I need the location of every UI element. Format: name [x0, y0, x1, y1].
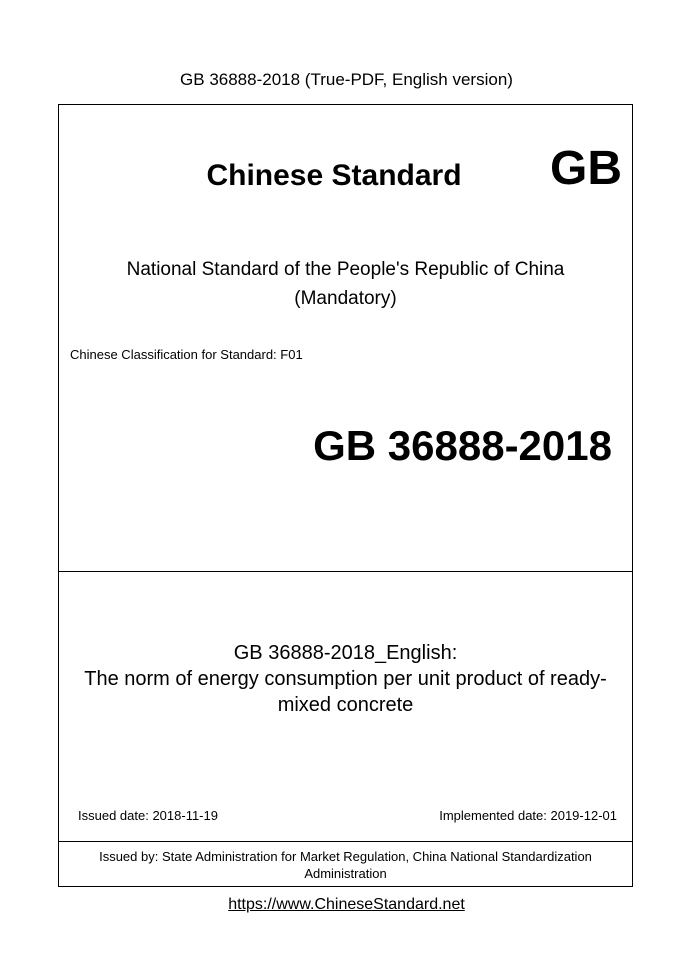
issuer-text: Issued by: State Administration for Market Regulation, China National Standardization Administration: [99, 849, 592, 881]
issuer-section: [59, 842, 632, 886]
national-standard-line: National Standard of the People's Republic of China: [126, 259, 565, 280]
standard-number: GB 36888-2018: [313, 422, 612, 469]
implemented-date: Implemented date: 2019-12-01: [439, 808, 617, 823]
document-title: [67, 640, 624, 718]
document-title-line-1: GB 36888-2018_English:: [233, 642, 458, 664]
standard-title: Chinese Standard: [206, 159, 462, 192]
website-link[interactable]: https://www.ChineseStandard.net: [228, 896, 465, 913]
cover-frame: [58, 104, 633, 887]
document-title-line-2: The norm of energy consumption per unit product of ready-: [84, 668, 607, 690]
issued-date: Issued date: 2018-11-19: [78, 808, 218, 823]
document-title-line-3: mixed concrete: [277, 694, 414, 716]
gb-mark: GB: [550, 142, 622, 195]
footer: [0, 895, 693, 914]
cover-middle-section: [59, 572, 632, 842]
mandatory-line: (Mandatory): [294, 288, 397, 309]
cover-top-section: [59, 105, 632, 572]
classification-label: Chinese Classification for Standard: F01: [70, 347, 303, 362]
document-header: GB 36888-2018 (True-PDF, English version): [180, 70, 513, 89]
